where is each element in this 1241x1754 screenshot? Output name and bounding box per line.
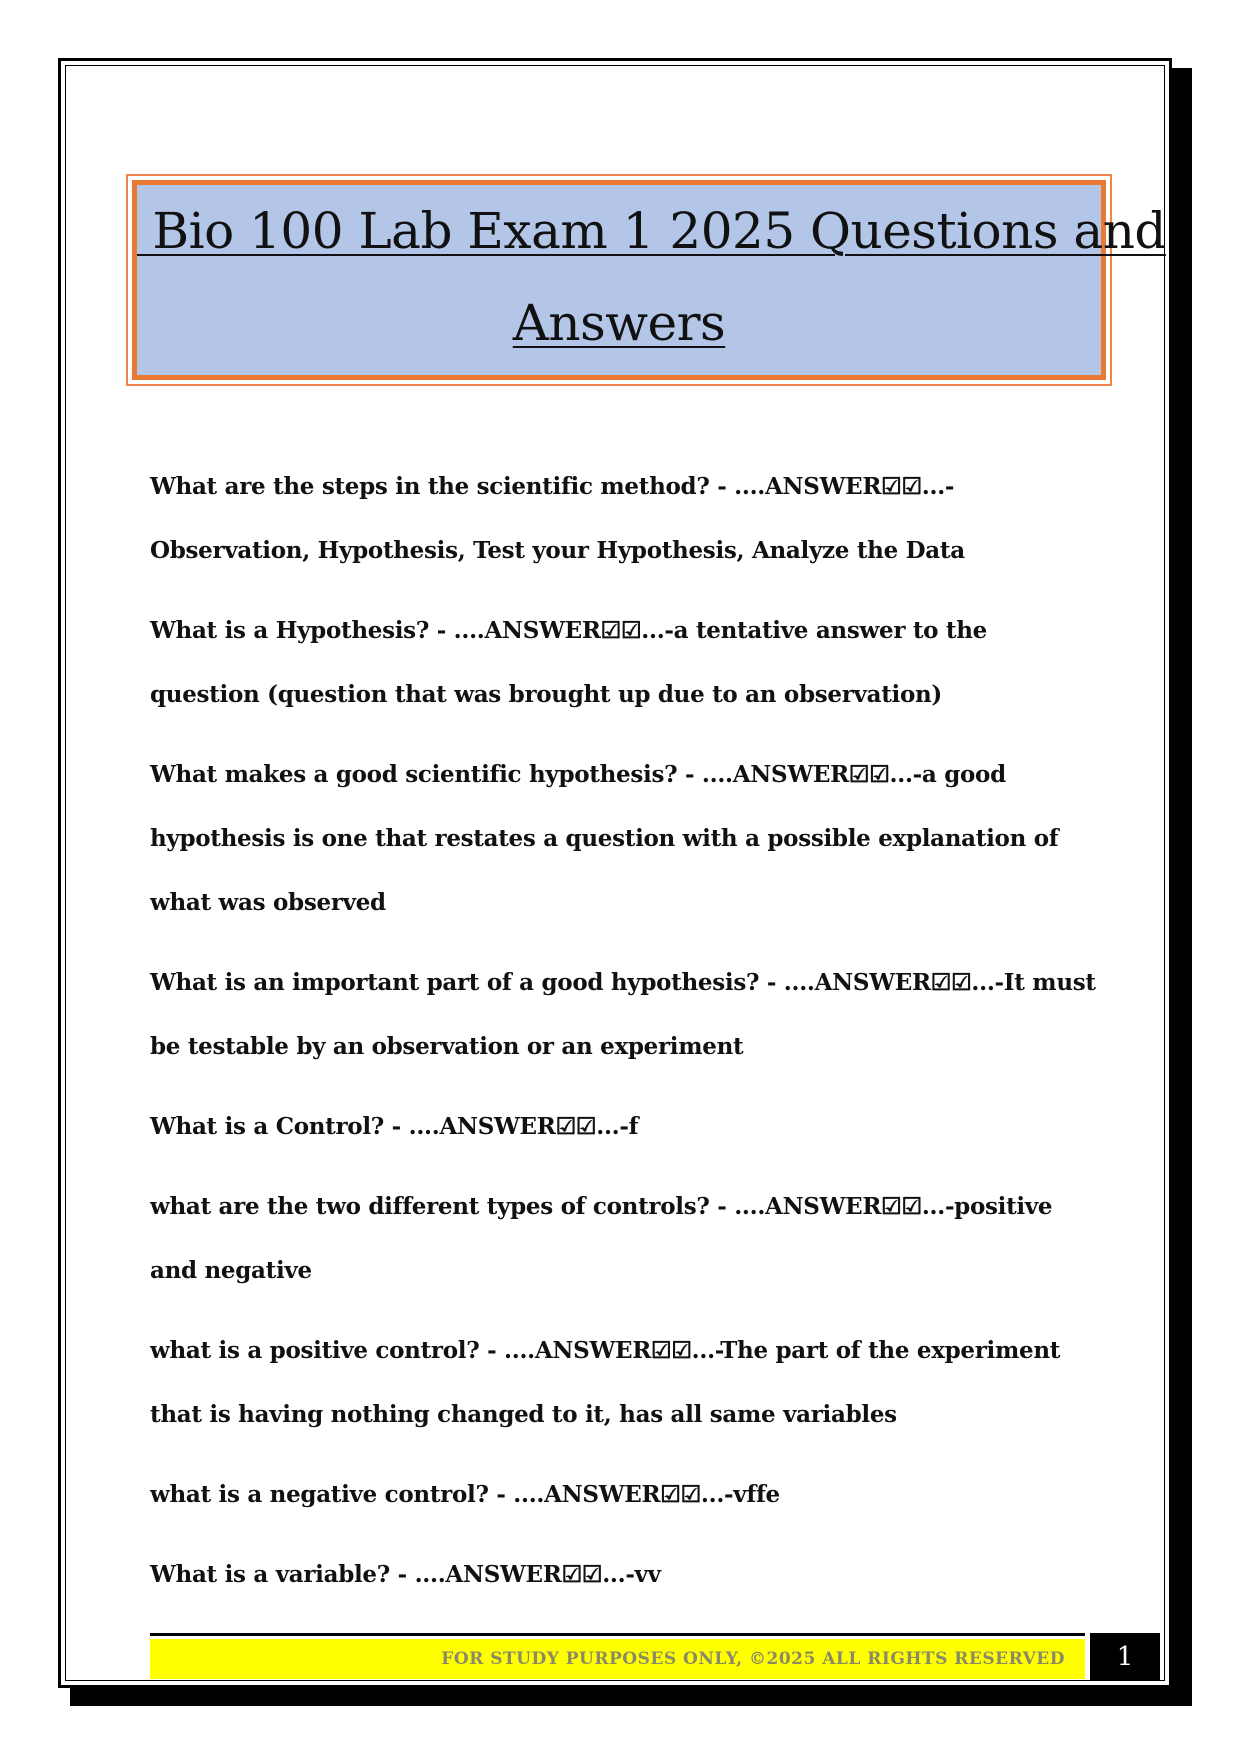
page-number: 1 <box>1090 1633 1160 1681</box>
title-box <box>132 180 1166 380</box>
qa-item: What is an important part of a good hypothesis? - ....ANSWER☑☑...-It must be testable by an observation or an experiment <box>150 969 1096 1060</box>
footer-rule <box>150 1633 1085 1636</box>
qa-item: What are the steps in the scientific method? - ....ANSWER☑☑...-Observation, Hypothesis, Test your Hypothesis, Analyze the Data <box>150 473 965 564</box>
qa-item: What is a variable? - ....ANSWER☑☑...-vv <box>150 1561 661 1588</box>
qa-list <box>150 455 1100 1623</box>
footer-notice: FOR STUDY PURPOSES ONLY, ©2025 ALL RIGHTS RESERVED <box>441 1649 1065 1669</box>
qa-item: What makes a good scientific hypothesis? - ....ANSWER☑☑...-a good hypothesis is one that restates a question with a possible explanation of what was observed <box>150 761 1059 916</box>
qa-item: What is a Control? - ....ANSWER☑☑...-f <box>150 1113 639 1140</box>
qa-item: what are the two different types of controls? - ....ANSWER☑☑...-positive and negative <box>150 1193 1053 1284</box>
qa-item: what is a negative control? - ....ANSWER☑☑...-vffe <box>150 1481 780 1508</box>
footer-bar <box>150 1639 1085 1679</box>
qa-item: What is a Hypothesis? - ....ANSWER☑☑...-a tentative answer to the question (question that was brought up due to an observation) <box>150 617 988 708</box>
qa-item: what is a positive control? - ....ANSWER☑☑...-The part of the experiment that is having nothing changed to it, has all same variables <box>150 1337 1061 1428</box>
title-line-1: Bio 100 Lab Exam 1 2025 Questions and <box>137 202 1166 260</box>
title-line-2: Answers <box>512 294 726 352</box>
